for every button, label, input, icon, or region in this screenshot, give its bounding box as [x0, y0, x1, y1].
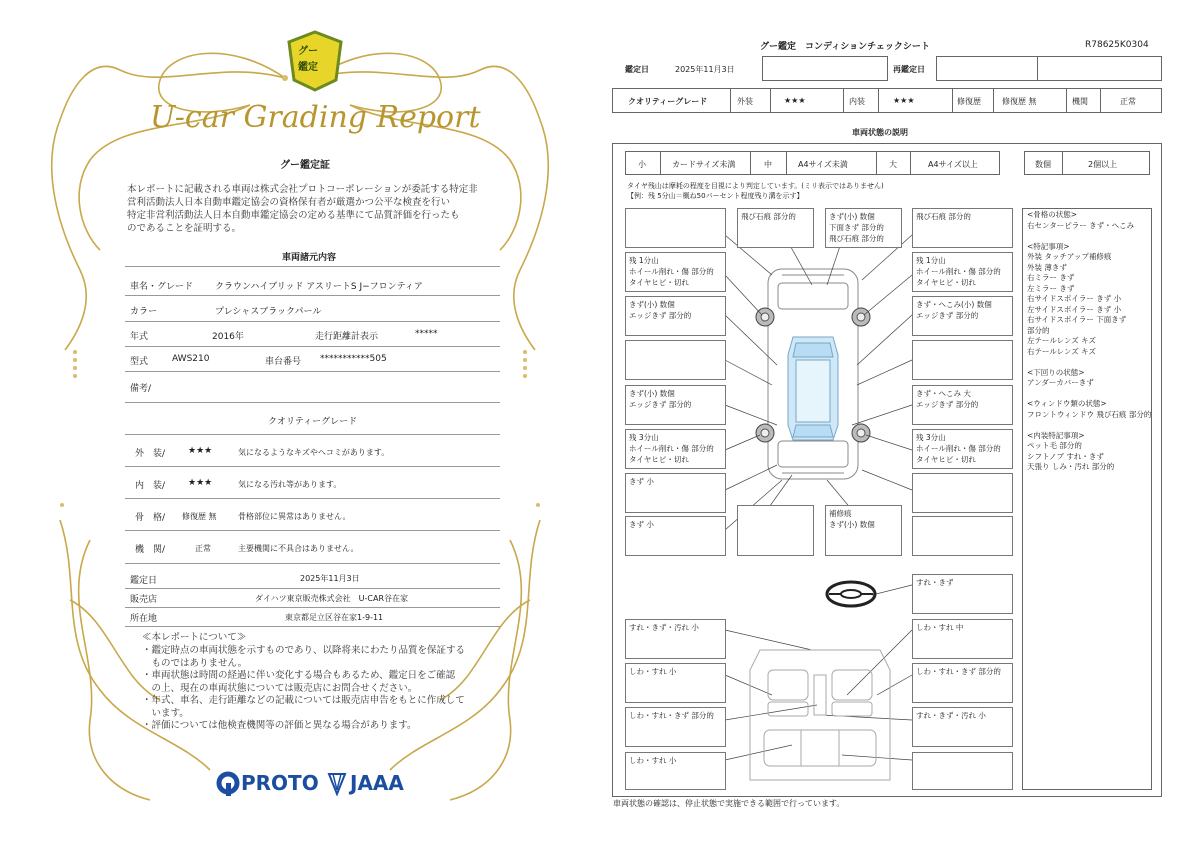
- spec-mileage-label: 走行距離計表示: [315, 332, 379, 342]
- spec-chassis-value: ***********505: [320, 354, 387, 364]
- quality-int-grade: ★★★: [188, 478, 213, 488]
- info-address-label: 所在地: [130, 614, 158, 624]
- spec-mileage-value: *****: [415, 329, 438, 339]
- quality-ext-label: 外 装/: [135, 449, 166, 459]
- size-large: 大: [889, 160, 897, 169]
- condition-box: きず・へこみ 大 エッジきず 部分的: [912, 385, 1013, 425]
- engine-label: 機関: [1072, 97, 1088, 106]
- repair-label: 修復歴: [957, 97, 981, 106]
- note-line: います。: [142, 707, 189, 719]
- condition-box: 残 3分山 ホイール削れ・傷 部分的 タイヤヒビ・切れ: [625, 429, 726, 469]
- condition-box: しわ・すれ・きず 部分的: [912, 663, 1013, 703]
- size-small-desc: カードサイズ未満: [672, 160, 736, 169]
- int-value: ★★★: [893, 96, 915, 105]
- note-line: ・車両状態は時間の経過に伴い変化する場合もあるため、鑑定日をご確認: [142, 670, 456, 681]
- intro-paragraph: [127, 183, 497, 235]
- ext-label: 外装: [737, 97, 753, 106]
- quality-int-label: 内 装/: [135, 481, 166, 491]
- count-desc: 2個以上: [1088, 160, 1118, 169]
- quality-grade-label: クオリティーグレード: [628, 97, 708, 106]
- condition-box: [737, 505, 814, 556]
- info-shop-value: ダイハツ東京販売株式会社 U-CAR谷在家: [255, 594, 409, 603]
- date-label: 鑑定日: [625, 65, 649, 74]
- car-interior-diagram: [740, 640, 900, 790]
- quality-ext-grade: ★★★: [188, 446, 213, 456]
- size-small: 小: [638, 160, 646, 169]
- spec-remarks-label: 備考/: [130, 384, 152, 394]
- intro-line: のであることを証明する。: [127, 223, 242, 234]
- size-mid-desc: A4サイズ未満: [798, 160, 848, 169]
- badge-text-bottom: 鑑定: [298, 62, 318, 73]
- section-title: 車両状態の説明: [852, 128, 908, 137]
- info-date-value: 2025年11月3日: [300, 574, 360, 583]
- note-line: ものではありません。: [142, 657, 248, 669]
- condition-box: きず(小) 数個 下面きず 部分的 飛び石痕 部分的: [825, 208, 902, 248]
- note-line: ・評価については他検査機関等の評価と異なる場合があります。: [142, 720, 417, 731]
- info-address-value: 東京都足立区谷在家1-9-11: [285, 613, 384, 622]
- note-line: ・鑑定時点の車両状態を示すものであり、以降将来にわたり品質を保証する: [142, 645, 466, 656]
- sheet-title: グー鑑定 コンディションチェックシート: [760, 42, 930, 52]
- quality-engine-label: 機 関/: [135, 545, 166, 555]
- info-date-label: 鑑定日: [130, 576, 158, 586]
- condition-notes: <骨格の状態> 右センターピラー きず・へこみ <特記事項> 外装 タッチアップ補修痕 外装 薄きず 右ミラー きず 左ミラー きず 右サイドスポイラー きず 小 左サイドスポイラー きず 小 右サイドスポイラー 下面きず 部分的 左テールレンズ キズ 右テールレンズ キズ <下回りの状態> アンダーカバーきず <ウィンドウ類の状態> フロントウィンドウ 飛び石痕 部分的 <内装特記事項> ペット毛 部分的 シフトノブ すれ・きず 天張り しみ・汚れ 部分的: [1027, 210, 1152, 471]
- condition-box: [625, 340, 726, 380]
- quality-frame-grade: 修復歴 無: [182, 512, 217, 521]
- quality-title: クオリティーグレード: [268, 417, 358, 427]
- intro-line: 本レポートに記載される車両は株式会社プロトコーポレーションが委託する特定非: [127, 184, 478, 195]
- steering-wheel-icon: [825, 580, 877, 608]
- spec-name-value: クラウンハイブリッド アスリートS J−フロンティア: [215, 282, 423, 292]
- badge-text-top: グー: [298, 46, 318, 57]
- spec-model-label: 型式: [130, 357, 149, 367]
- spec-title: 車両諸元内容: [282, 253, 337, 263]
- tire-note-1: タイヤ残山は摩耗の程度を目視により判定しています。(ミリ表示ではありません): [627, 182, 884, 190]
- count-label: 数個: [1035, 160, 1051, 169]
- condition-box: しわ・すれ 中: [912, 619, 1013, 659]
- redate-label: 再鑑定日: [893, 65, 925, 74]
- condition-box: [625, 208, 726, 248]
- condition-box: きず・へこみ(小) 数個 エッジきず 部分的: [912, 296, 1013, 336]
- condition-box: しわ・すれ・きず 部分的: [625, 707, 726, 747]
- tire-note-2: 【例：残 5分山＝概ね50パーセント程度残り溝を示す】: [627, 192, 804, 200]
- condition-box: 残 3分山 ホイール削れ・傷 部分的 タイヤヒビ・切れ: [912, 429, 1013, 469]
- condition-box: すれ・きず・汚れ 小: [625, 619, 726, 659]
- condition-box: 飛び石痕 部分的: [737, 208, 814, 248]
- condition-box: きず(小) 数個 エッジきず 部分的: [625, 385, 726, 425]
- intro-line: 営利活動法人日本自動車鑑定協会の資格保有者が厳選かつ公平な検査を行い: [127, 197, 451, 208]
- condition-box: 飛び石痕 部分的: [912, 208, 1013, 248]
- proto-logo-text: PROTO: [241, 771, 319, 795]
- condition-box: [912, 473, 1013, 513]
- jaaa-logo-icon: [326, 770, 348, 796]
- size-mid: 中: [764, 160, 772, 169]
- spec-chassis-label: 車台番号: [265, 357, 302, 367]
- notes-title: ≪本レポートについて≫: [142, 632, 247, 643]
- certificate-heading: グー鑑定証: [280, 160, 330, 171]
- note-line: の上、現在の車両状態については販売店にお問合せください。: [142, 682, 418, 694]
- note-line: ・年式、車名、走行距離などの記載については販売店申告をもとに作成して: [142, 695, 465, 706]
- condition-box: しわ・すれ 小: [625, 663, 726, 703]
- proto-logo-icon: [216, 771, 240, 797]
- condition-box: [912, 752, 1013, 790]
- date-value: 2025年11月3日: [675, 65, 735, 74]
- sheet-code: R78625K0304: [1085, 40, 1149, 50]
- condition-box: 残 1分山 ホイール削れ・傷 部分的 タイヤヒビ・切れ: [912, 252, 1013, 292]
- notes-list: [142, 645, 502, 733]
- condition-box: [912, 340, 1013, 380]
- size-large-desc: A4サイズ以上: [928, 160, 978, 169]
- jaaa-logo-text: JAAA: [350, 771, 404, 795]
- condition-box: [912, 516, 1013, 556]
- spec-year-value: 2016年: [212, 332, 244, 342]
- quality-engine-comment: 主要機関に不具合はありません。: [238, 544, 359, 553]
- engine-value: 正常: [1120, 97, 1136, 106]
- spec-model-value: AWS210: [172, 354, 210, 364]
- condition-box: きず 小: [625, 473, 726, 513]
- repair-value: 修復歴 無: [1002, 97, 1037, 106]
- info-shop-label: 販売店: [130, 595, 158, 605]
- quality-int-comment: 気になる汚れ等があります。: [238, 480, 342, 489]
- script-title: U-car Grading Report: [150, 100, 481, 135]
- quality-frame-comment: 骨格部位に異常はありません。: [238, 512, 351, 521]
- condition-box: すれ・きず・汚れ 小: [912, 707, 1013, 747]
- spec-color-label: カラー: [130, 307, 158, 317]
- condition-box: すれ・きず: [912, 574, 1013, 614]
- quality-ext-comment: 気になるようなキズやヘコミがあります。: [238, 448, 390, 457]
- condition-box: きず(小) 数個 エッジきず 部分的: [625, 296, 726, 336]
- quality-engine-grade: 正常: [195, 544, 211, 553]
- quality-frame-label: 骨 格/: [135, 513, 166, 523]
- int-label: 内装: [849, 97, 865, 106]
- ext-value: ★★★: [784, 96, 806, 105]
- condition-box: きず 小: [625, 516, 726, 556]
- sheet-footer: 車両状態の確認は、停止状態で実施できる範囲で行っています。: [613, 799, 845, 808]
- condition-box: 補修痕 きず(小) 数個: [825, 505, 902, 556]
- condition-box: しわ・すれ 小: [625, 752, 726, 790]
- condition-box: 残 1分山 ホイール削れ・傷 部分的 タイヤヒビ・切れ: [625, 252, 726, 292]
- spec-year-label: 年式: [130, 332, 149, 342]
- spec-name-label: 車名・グレード: [130, 282, 194, 292]
- spec-color-value: プレシャスブラックパール: [215, 307, 322, 317]
- intro-line: 特定非営利活動法人日本自動車鑑定協会の定める基準にて品質評価を行ったも: [127, 210, 460, 221]
